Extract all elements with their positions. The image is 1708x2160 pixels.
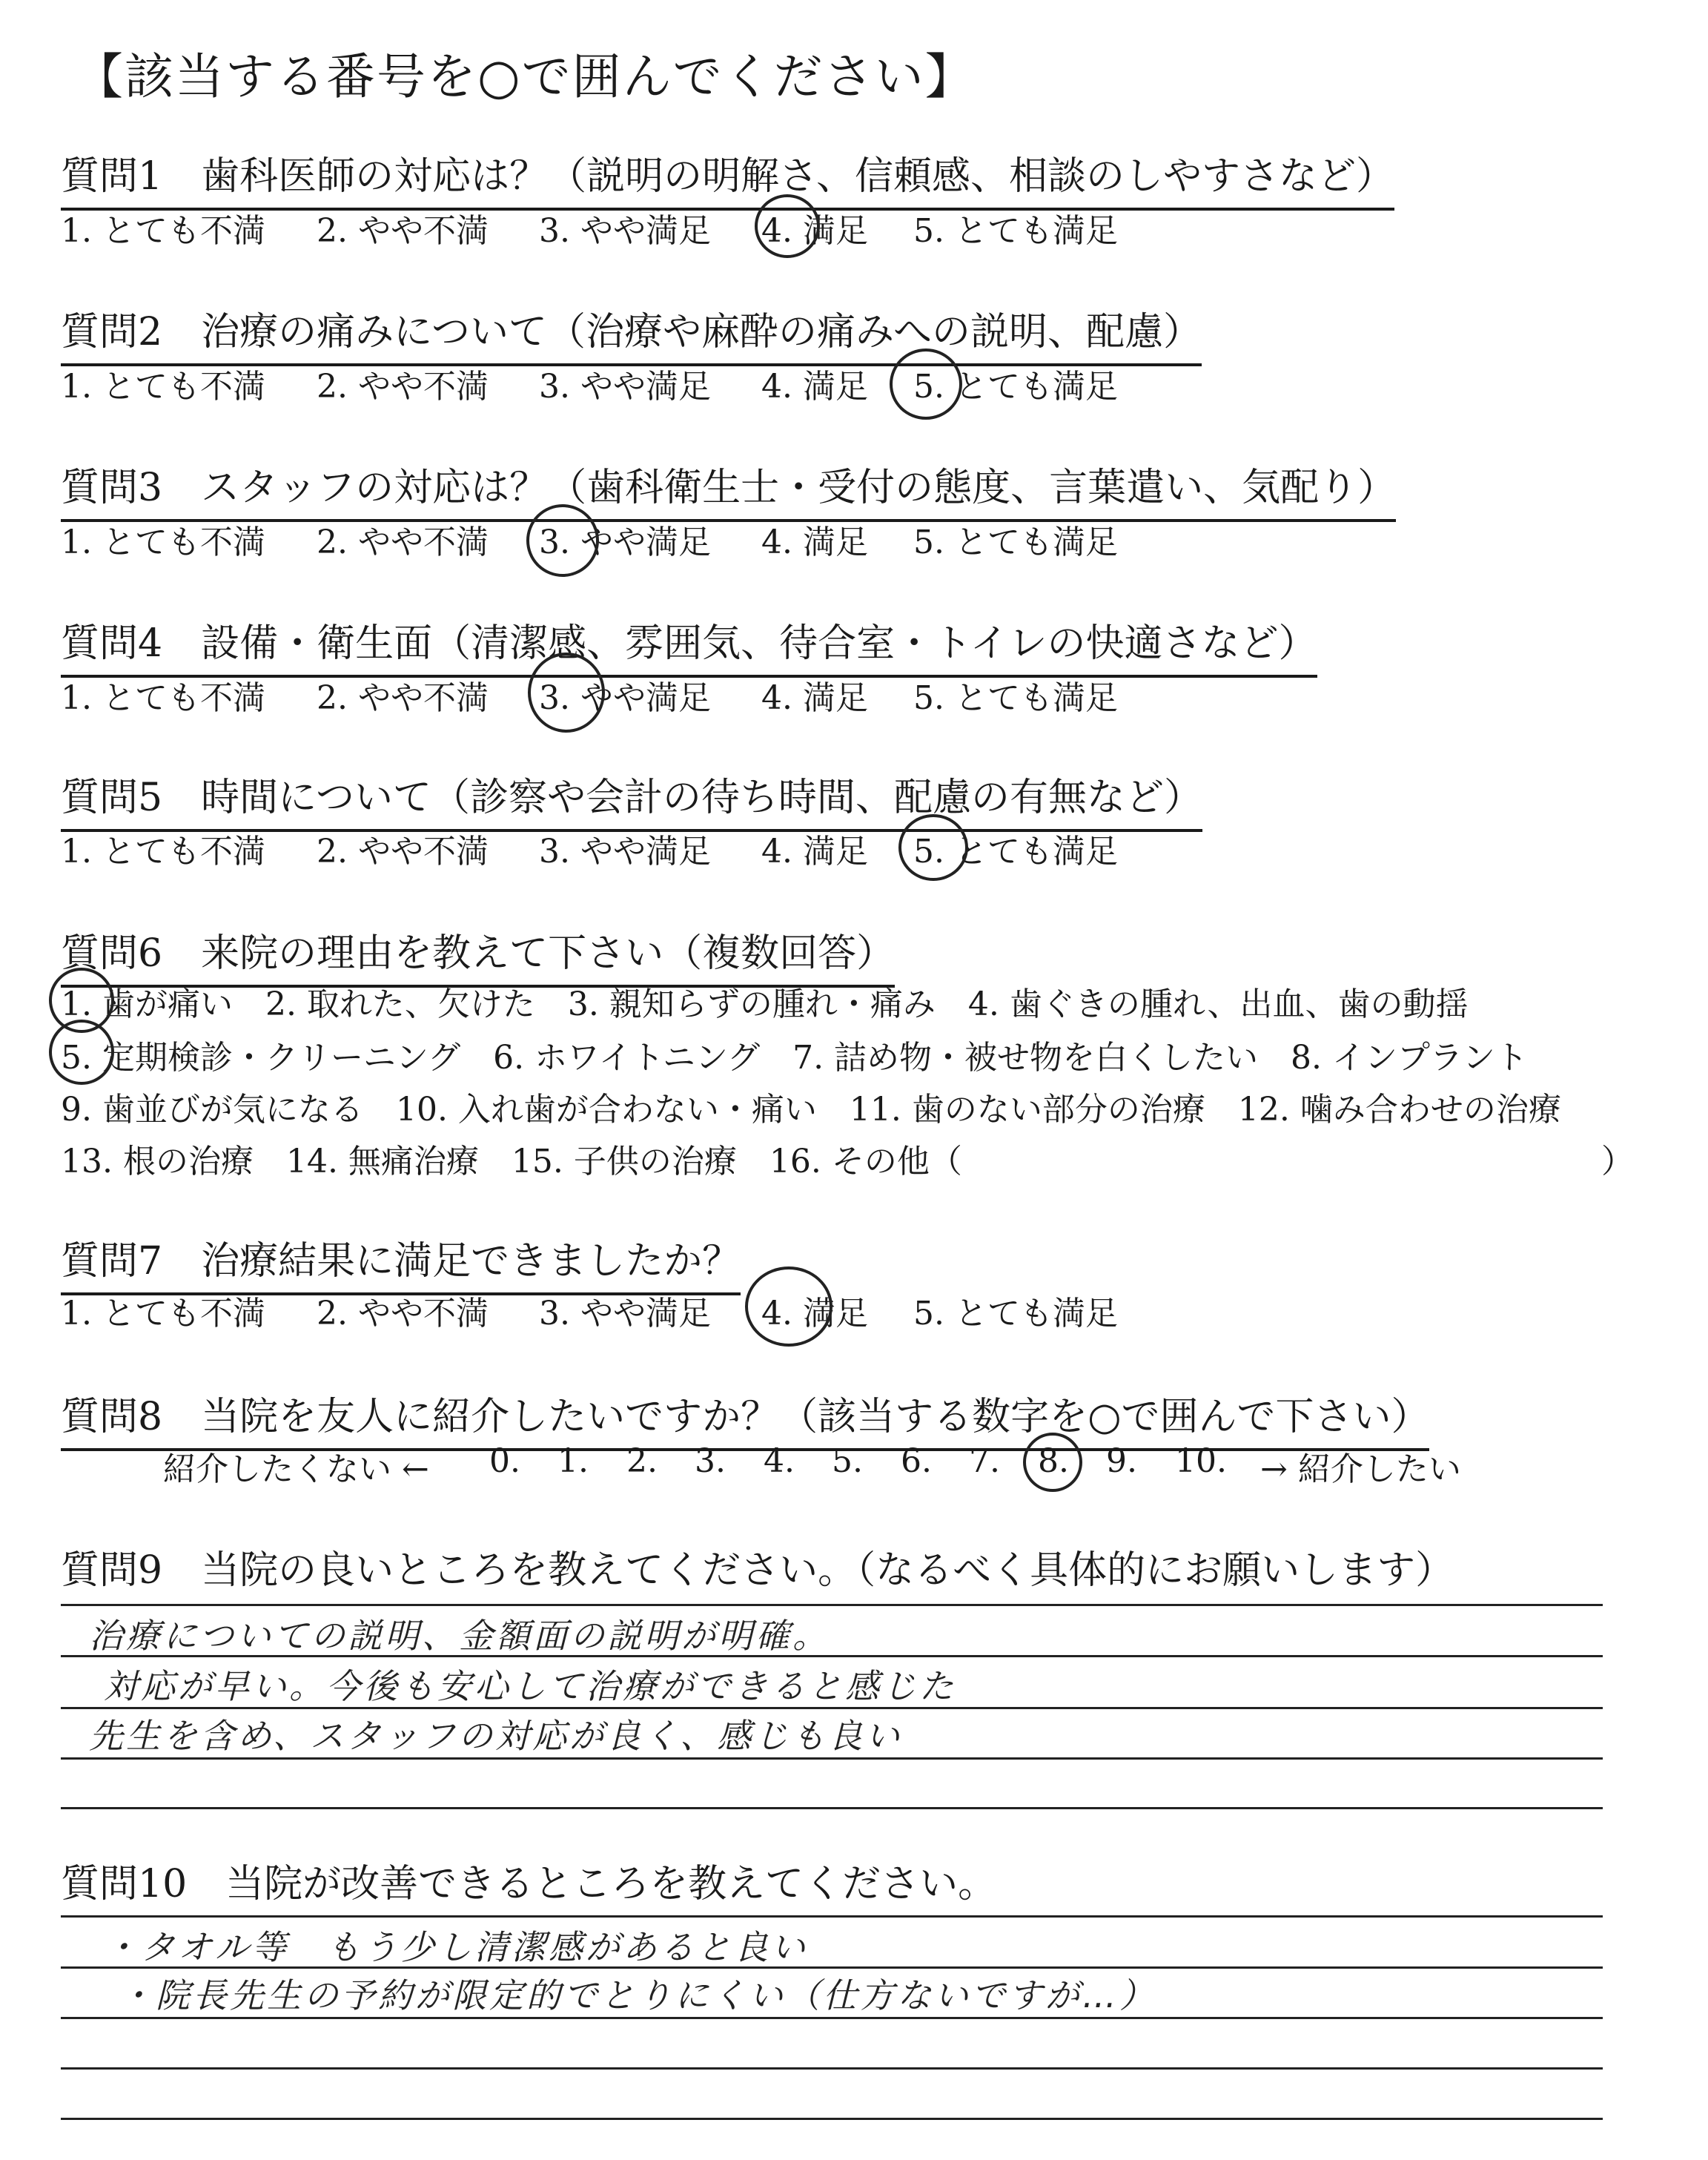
scale-0[interactable]: 0. bbox=[489, 1442, 520, 1480]
question-6-title: 質問6 来院の理由を教えて下さい（複数回答） bbox=[61, 922, 895, 988]
option-2[interactable]: 2. やや不満 bbox=[317, 1295, 489, 1332]
question-6-options-row-4[interactable]: 13. 根の治療 14. 無痛治療 15. 子供の治療 16. その他（ bbox=[61, 1143, 962, 1180]
selection-circle bbox=[1023, 1433, 1082, 1492]
handwritten-answer: ・タオル等 もう少し清潔感があると良い bbox=[104, 1927, 808, 1967]
selection-circle bbox=[755, 194, 820, 258]
scale-right-label: → 紹介したい bbox=[1260, 1450, 1461, 1488]
answer-line bbox=[61, 1757, 1603, 1760]
option-3[interactable]: 3. やや満足 bbox=[539, 833, 711, 871]
answer-line bbox=[61, 1655, 1603, 1657]
scale-7[interactable]: 7. bbox=[969, 1442, 1000, 1480]
option-1[interactable]: 1. とても不満 bbox=[61, 1295, 265, 1332]
question-4-title: 質問4 設備・衛生面（清潔感、雰囲気、待合室・トイレの快適さなど） bbox=[61, 612, 1317, 678]
scale-9[interactable]: 9. bbox=[1106, 1442, 1137, 1480]
option-1[interactable]: 1. とても不満 bbox=[61, 368, 265, 406]
question-1-options bbox=[61, 204, 1662, 248]
handwritten-answer: 先生を含め、スタッフの対応が良く、感じも良い bbox=[89, 1716, 903, 1756]
option-3[interactable]: 3. やや満足 bbox=[539, 212, 711, 250]
recommend-scale bbox=[163, 1442, 1572, 1487]
scale-1[interactable]: 1. bbox=[557, 1442, 589, 1480]
option-3[interactable]: 3. やや満足 bbox=[539, 524, 711, 561]
question-7-title: 質問7 治療結果に満足できましたか？ bbox=[61, 1229, 741, 1295]
question-2-title: 質問2 治療の痛みについて（治療や麻酔の痛みへの説明、配慮） bbox=[61, 300, 1202, 366]
option-2[interactable]: 2. やや不満 bbox=[317, 212, 489, 250]
option-2[interactable]: 2. やや不満 bbox=[317, 524, 489, 561]
selection-circle bbox=[745, 1266, 833, 1347]
option-1[interactable]: 1. とても不満 bbox=[61, 212, 265, 250]
selection-circle bbox=[890, 349, 962, 420]
scale-4[interactable]: 4. bbox=[764, 1442, 795, 1480]
question-6-options-row-3[interactable]: 9. 歯並びが気になる 10. 入れ歯が合わない・痛い 11. 歯のない部分の治療 12. 噛み合わせの治療 bbox=[61, 1091, 1561, 1129]
question-2-options bbox=[61, 360, 1662, 404]
option-4[interactable]: 4. 満足 bbox=[761, 368, 868, 406]
question-4-options bbox=[61, 671, 1662, 716]
question-5-options bbox=[61, 825, 1662, 869]
option-1[interactable]: 1. とても不満 bbox=[61, 833, 265, 871]
answer-line bbox=[61, 1604, 1603, 1606]
option-4[interactable]: 4. 満足 bbox=[761, 833, 868, 871]
selection-circle bbox=[526, 504, 599, 577]
option-5[interactable]: 5. とても満足 bbox=[913, 524, 1118, 561]
scale-5[interactable]: 5. bbox=[832, 1442, 863, 1480]
selection-circle bbox=[528, 653, 605, 733]
question-5-title: 質問5 時間について（診察や会計の待ち時間、配慮の有無など） bbox=[61, 766, 1202, 832]
option-2[interactable]: 2. やや不満 bbox=[317, 679, 489, 717]
answer-line bbox=[61, 2017, 1603, 2019]
answer-line bbox=[61, 2067, 1603, 2070]
question-6-options-row-1[interactable]: 1. 歯が痛い 2. 取れた、欠けた 3. 親知らずの腫れ・痛み 4. 歯ぐきの腫れ、出血、歯の動揺 bbox=[61, 985, 1469, 1023]
question-10-title: 質問10 当院が改善できるところを教えてください。 bbox=[61, 1862, 997, 1906]
option-3[interactable]: 3. やや満足 bbox=[539, 1295, 711, 1332]
question-9-title: 質問9 当院の良いところを教えてください。（なるべく具体的にお願いします） bbox=[61, 1548, 1454, 1593]
handwritten-answer: ・院長先生の予約が限定的でとりにくい（仕方ないですが…） bbox=[119, 1975, 1156, 2015]
option-4[interactable]: 4. 満足 bbox=[761, 1295, 868, 1332]
option-4[interactable]: 4. 満足 bbox=[761, 679, 868, 717]
option-1[interactable]: 1. とても不満 bbox=[61, 524, 265, 561]
question-3-options bbox=[61, 515, 1662, 560]
scale-2[interactable]: 2. bbox=[626, 1442, 658, 1480]
option-5[interactable]: 5. とても満足 bbox=[913, 368, 1118, 406]
option-5[interactable]: 5. とても満足 bbox=[913, 679, 1118, 717]
option-4[interactable]: 4. 満足 bbox=[761, 212, 868, 250]
question-6-other-close: ） bbox=[1601, 1143, 1634, 1180]
option-2[interactable]: 2. やや不満 bbox=[317, 368, 489, 406]
page-title: 【該当する番号を○で囲んでください】 bbox=[74, 48, 976, 105]
option-5[interactable]: 5. とても満足 bbox=[913, 833, 1118, 871]
selection-circle bbox=[898, 814, 968, 881]
option-2[interactable]: 2. やや不満 bbox=[317, 833, 489, 871]
question-7-options bbox=[61, 1287, 1662, 1331]
question-1-title: 質問1 歯科医師の対応は？（説明の明解さ、信頼感、相談のしやすさなど） bbox=[61, 145, 1394, 211]
answer-line bbox=[61, 1807, 1603, 1809]
option-3[interactable]: 3. やや満足 bbox=[539, 368, 711, 406]
question-8-title: 質問8 当院を友人に紹介したいですか？（該当する数字を○で囲んで下さい） bbox=[61, 1385, 1429, 1451]
scale-6[interactable]: 6. bbox=[901, 1442, 932, 1480]
scale-10[interactable]: 10. bbox=[1175, 1442, 1227, 1480]
selection-circle bbox=[49, 1020, 114, 1085]
question-6-options-row-2[interactable]: 5. 定期検診・クリーニング 6. ホワイトニング 7. 詰め物・被せ物を白くしたい 8. インプラント bbox=[61, 1039, 1529, 1077]
question-3-title: 質問3 スタッフの対応は？（歯科衛生士・受付の態度、言葉遣い、気配り） bbox=[61, 456, 1396, 522]
option-5[interactable]: 5. とても満足 bbox=[913, 212, 1118, 250]
option-5[interactable]: 5. とても満足 bbox=[913, 1295, 1118, 1332]
scale-left-label: 紹介したくない ← bbox=[163, 1450, 429, 1488]
answer-line bbox=[61, 2118, 1603, 2120]
answer-line bbox=[61, 1915, 1603, 1918]
handwritten-answer: 治療についての説明、金額面の説明が明確。 bbox=[89, 1616, 830, 1656]
option-4[interactable]: 4. 満足 bbox=[761, 524, 868, 561]
handwritten-answer: 対応が早い。今後も安心して治療ができると感じた bbox=[104, 1666, 956, 1706]
scale-8[interactable]: 8. bbox=[1038, 1442, 1069, 1480]
option-3[interactable]: 3. やや満足 bbox=[539, 679, 711, 717]
scale-3[interactable]: 3. bbox=[695, 1442, 726, 1480]
option-1[interactable]: 1. とても不満 bbox=[61, 679, 265, 717]
